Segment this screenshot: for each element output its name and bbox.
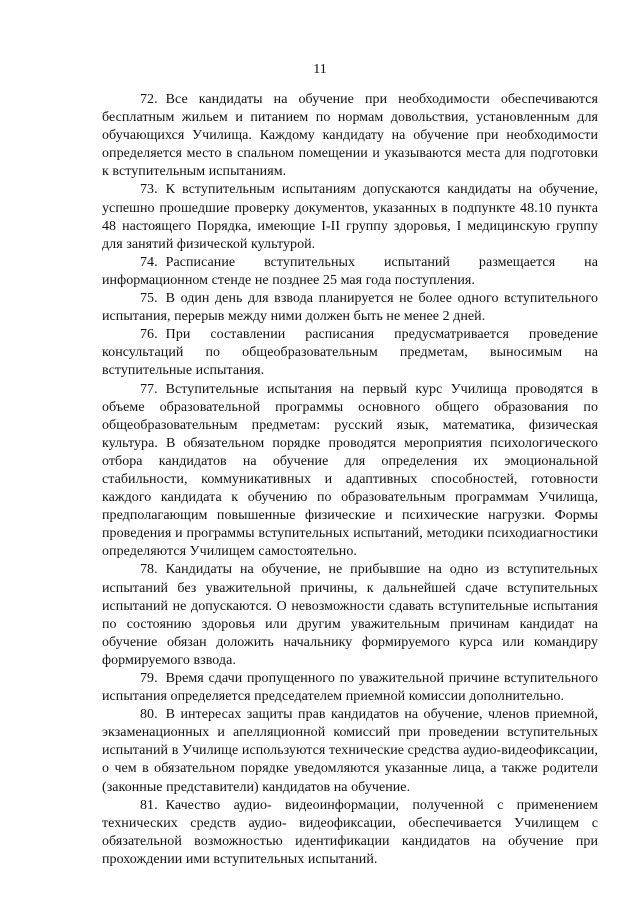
paragraph-text: Все кандидаты на обучение при необходимости обеспечиваются бесплатным жильем и питанием по нормам довольствия, установленным для обучающихся Училища. Каждому кандидату на обучение при необходимости определяется место в спальном помещении и указываются места для подготовки к вступительным испытаниям. <box>102 92 598 180</box>
paragraph-text: Время сдачи пропущенного по уважительной причине вступительного испытания определяется председателем приемной комиссии дополнительно. <box>102 671 598 705</box>
paragraph-number: 78. <box>140 562 158 578</box>
paragraph-number: 75. <box>140 291 158 307</box>
paragraph-77 <box>102 381 598 562</box>
paragraph-number: 77. <box>140 381 158 397</box>
paragraph-81 <box>102 797 598 869</box>
paragraph-text: В один день для взвода планируется не более одного вступительного испытания, перерыв между ними должен быть не менее 2 дней. <box>102 291 598 325</box>
document-body <box>102 91 598 869</box>
paragraph-number: 76. <box>140 327 158 343</box>
paragraph-text: Качество аудио- видеоинформации, полученной с применением технических средств аудио- видеофиксации, обеспечивается Училищем с обязательной возможностью идентификации кандидатов на обучение при прохождении ими вступительных испытаний. <box>102 797 598 867</box>
paragraph-text: Вступительные испытания на первый курс Училища проводятся в объеме образовательной программы основного общего образования по общеобразовательным предметам: русский язык, математика, физическая культура. В обязательном порядке проводятся мероприятия психологического отбора кандидатов на обучение для определения их эмоциональной стабильности, коммуникативных и адаптивных способностей, готовности каждого кандидата к обучению по образовательным программам Училища, предполагающим повышенные физические и психические нагрузки. Формы проведения и программы вступительных испытаний, методики психодиагностики определяются Училищем самостоятельно. <box>102 381 598 560</box>
paragraph-text: К вступительным испытаниям допускаются кандидаты на обучение, успешно прошедшие проверку документов, указанных в подпункте 48.10 пункта 48 настоящего Порядка, имеющие I-II группу здоровья, I медицинскую группу для занятий физической культурой. <box>102 182 598 252</box>
paragraph-text: Расписание вступительных испытаний размещается на информационном стенде не позднее 25 мая года поступления. <box>102 254 598 288</box>
paragraph-number: 81. <box>140 797 158 813</box>
paragraph-text: При составлении расписания предусматривается проведение консультаций по общеобразовательным предметам, выносимым на вступительные испытания. <box>102 327 598 379</box>
page-number: 11 <box>313 62 327 77</box>
paragraph-80 <box>102 706 598 796</box>
paragraph-number: 74. <box>140 254 158 270</box>
paragraph-73 <box>102 181 598 253</box>
paragraph-text: Кандидаты на обучение, не прибывшие на одно из вступительных испытаний без уважительной причины, к дальнейшей сдаче вступительных испытаний не допускаются. О невозможности сдавать вступительные испытания по состоянию здоровья или другим уважительным причинам кандидат на обучение обязан доложить начальнику формируемого курса или командиру формируемого взвода. <box>102 562 598 668</box>
paragraph-72 <box>102 91 598 181</box>
paragraph-text: В интересах защиты прав кандидатов на обучение, членов приемной, экзаменационных и апелляционной комиссий при проведении вступительных испытаний в Училище используются технические средства аудио-видеофиксации, о чем в обязательном порядке уведомляются указанные лица, а также родители (законные представители) кандидатов на обучение. <box>102 707 598 795</box>
paragraph-number: 80. <box>140 707 158 723</box>
paragraph-76 <box>102 326 598 380</box>
paragraph-74 <box>102 254 598 290</box>
paragraph-75 <box>102 290 598 326</box>
paragraph-number: 73. <box>140 182 158 198</box>
paragraph-number: 72. <box>140 92 158 107</box>
paragraph-79 <box>102 670 598 706</box>
paragraph-number: 79. <box>140 671 158 686</box>
paragraph-78 <box>102 561 598 670</box>
